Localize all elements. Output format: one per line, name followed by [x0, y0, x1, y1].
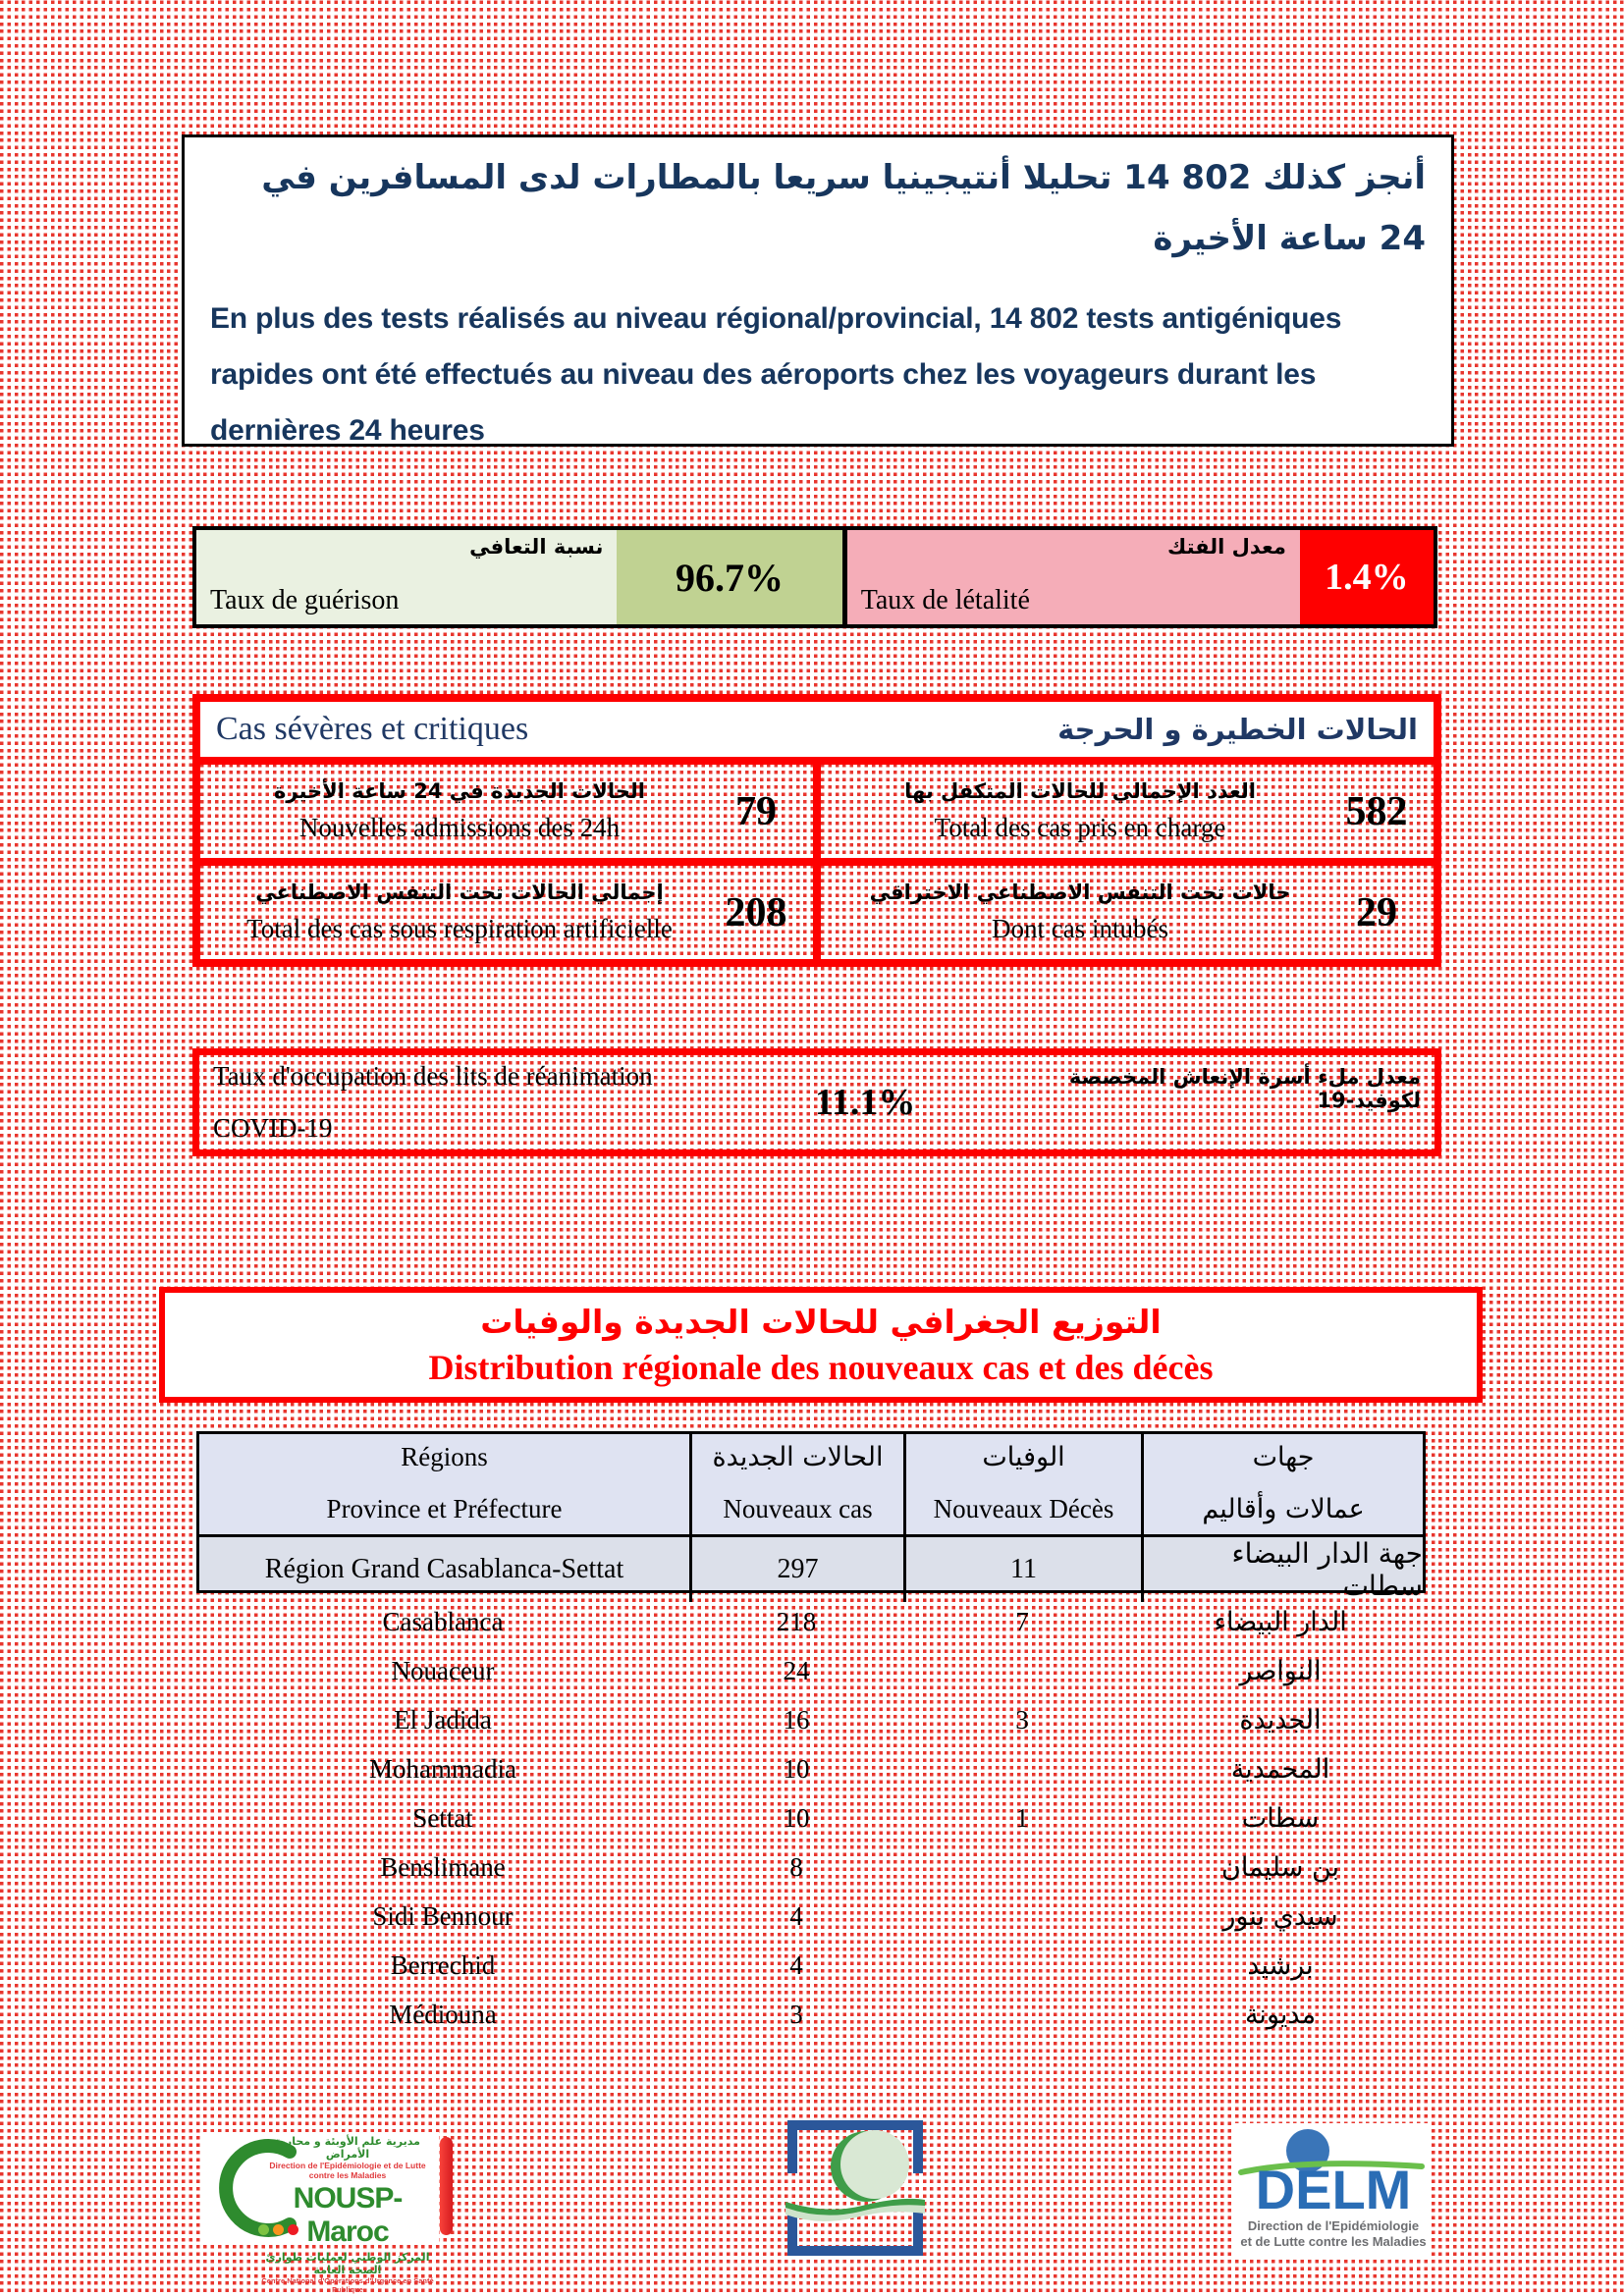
intubated-cases-value: 29	[1356, 889, 1397, 935]
table-row	[196, 1695, 1426, 1744]
province-rows	[196, 1597, 1426, 2039]
new-cases-value: 24	[783, 1655, 810, 1685]
header-new-cases-french: Nouveaux cas	[723, 1494, 873, 1523]
ventilated-cases-french: Total des cas sous respiration artificielle	[246, 914, 673, 943]
nousp-name: NOUSP-Maroc	[293, 2182, 403, 2248]
province-name: Nouaceur	[391, 1655, 495, 1685]
province-name-arabic: النواصر	[1239, 1655, 1322, 1686]
nousp-red-bar	[440, 2137, 453, 2235]
province-name-arabic: الجديدة	[1239, 1704, 1322, 1735]
province-name-arabic: برشيد	[1247, 1949, 1314, 1981]
header-new-cases-arabic: الحالات الجديدة	[712, 1442, 884, 1472]
new-deaths-value: 3	[1015, 1704, 1029, 1735]
fatality-rate-value: 1.4%	[1300, 530, 1434, 624]
delm-name: DELM	[1255, 2159, 1412, 2220]
nousp-dots-icon	[258, 2224, 298, 2235]
airport-tests-note-french: En plus des tests réalisés au niveau régional/provincial, 14 802 tests antigéniques rapides ont été effectués au niveau des aéroports chez les voyageurs durant les dernières 24 heures	[210, 302, 1342, 447]
header-regions-arabic-line1: جهات	[1252, 1442, 1315, 1472]
intubated-cases-arabic: حالات تحت التنفس الاصطناعي الاختراقي	[869, 881, 1291, 904]
province-name-arabic: بن سليمان	[1220, 1851, 1340, 1883]
distribution-title-french: Distribution régionale des nouveaux cas et des décès	[428, 1347, 1214, 1387]
new-deaths-value: 7	[1015, 1606, 1029, 1636]
region-total-row	[196, 1537, 1426, 1602]
recovery-rate-value: 96.7%	[617, 530, 841, 624]
intubated-cases-cell	[821, 866, 1434, 959]
severe-critical-title-arabic: الحالات الخطيرة و الحرجة	[1057, 713, 1418, 746]
header-regions-line1: Régions	[401, 1442, 488, 1471]
severe-critical-header	[200, 702, 1434, 757]
icu-occupancy-box	[192, 1048, 1441, 1156]
province-name-arabic: مديونة	[1244, 1999, 1317, 2030]
new-cases-value: 16	[783, 1704, 810, 1735]
province-name: Settat	[412, 1802, 473, 1833]
table-row	[196, 1941, 1426, 1990]
table-row	[196, 1842, 1426, 1892]
severe-critical-grid	[200, 765, 1434, 959]
province-name: Casablanca	[382, 1606, 504, 1636]
region-name: Région Grand Casablanca-Settat	[199, 1537, 692, 1602]
table-row	[196, 1793, 1426, 1842]
new-cases-value: 10	[783, 1753, 810, 1784]
severe-critical-section	[192, 694, 1441, 967]
province-name: Benslimane	[380, 1851, 506, 1882]
table-row	[196, 1744, 1426, 1793]
nousp-french-top: Direction de l'Epidémiologie et de Lutte contre les Maladies	[269, 2161, 426, 2180]
new-admissions-value: 79	[735, 788, 777, 834]
table-row	[196, 1646, 1426, 1695]
new-admissions-french: Nouvelles admissions des 24h	[298, 813, 621, 842]
province-name: El Jadida	[394, 1704, 492, 1735]
distribution-title-arabic: التوزيع الجغرافي للحالات الجديدة والوفيات	[480, 1302, 1162, 1341]
total-cases-in-charge-value: 582	[1345, 788, 1408, 834]
header-new-deaths-arabic: الوفيات	[982, 1442, 1065, 1472]
delm-logo	[1235, 2123, 1432, 2256]
province-name: Berrechid	[390, 1949, 496, 1980]
province-name-arabic: الدار البيضاء	[1214, 1606, 1347, 1637]
new-deaths-value	[903, 1990, 1141, 2039]
new-cases-value: 10	[783, 1802, 810, 1833]
recovery-rate-label-arabic: نسبة التعافي	[469, 535, 604, 559]
severe-critical-title-french: Cas sévères et critiques	[216, 711, 529, 747]
distribution-title-box	[159, 1287, 1483, 1403]
new-admissions-arabic: الحالات الجديدة في 24 ساعة الأخيرة	[273, 779, 646, 803]
header-new-deaths	[906, 1434, 1144, 1534]
icu-occupancy-label-line2: COVID-19	[213, 1113, 333, 1143]
airport-tests-note-arabic: أنجز كذلك ⁦14 802⁩ تحليلا أنتيجينيا سريعا بالمطارات لدى المسافرين في 24 ساعة الأخيرة	[261, 158, 1426, 258]
new-admissions-cell	[200, 765, 813, 858]
regions-table	[196, 1431, 1426, 2039]
total-cases-in-charge-arabic: العدد الإجمالي للحالات المتكفل بها	[904, 779, 1256, 803]
recovery-rate-label-cell	[196, 530, 617, 624]
new-cases-value: 218	[776, 1606, 817, 1636]
new-cases-value: 8	[789, 1851, 803, 1882]
province-name-arabic: سيدي بنور	[1222, 1900, 1338, 1932]
airport-tests-note	[182, 134, 1454, 447]
fatality-rate-label-french: Taux de létalité	[860, 585, 1030, 615]
recovery-rate-label-french: Taux de guérison	[210, 585, 400, 615]
province-name: Médiouna	[389, 1999, 497, 2029]
new-cases-value: 4	[789, 1900, 803, 1931]
nousp-logo	[203, 2132, 453, 2294]
header-regions-arabic-line2: عمالات وأقاليم	[1202, 1494, 1365, 1524]
header-new-cases	[692, 1434, 906, 1534]
ventilated-cases-value: 208	[725, 889, 787, 935]
province-name: Mohammadia	[369, 1753, 516, 1784]
nousp-arabic-top: مديرية علم الأوبئة و محاربة الأمراض	[275, 2135, 420, 2161]
ventilated-cases-arabic: إجمالي الحالات تحت التنفس الاصطناعي	[255, 881, 664, 904]
region-new-deaths: 11	[906, 1537, 1144, 1602]
header-new-deaths-french: Nouveaux Décès	[933, 1494, 1114, 1523]
new-deaths-value	[903, 1941, 1141, 1990]
nousp-french-bottom: Centre National d'Opérations d'Urgence en Santé Publique	[261, 2276, 434, 2294]
table-row	[196, 1892, 1426, 1941]
new-cases-value: 4	[789, 1949, 803, 1980]
total-cases-in-charge-cell	[821, 765, 1434, 858]
fatality-rate-label-arabic: معدل الفتك	[1167, 535, 1286, 559]
new-deaths-value	[903, 1744, 1141, 1793]
new-deaths-value	[903, 1892, 1141, 1941]
province-name: Sidi Bennour	[372, 1900, 514, 1931]
province-name-arabic: سطات	[1241, 1802, 1320, 1834]
province-name-arabic: المحمدية	[1230, 1753, 1330, 1785]
delm-subtitle-line1: Direction de l'Epidémiologie	[1247, 2218, 1420, 2233]
new-deaths-value	[903, 1842, 1141, 1892]
regions-table-header	[196, 1431, 1426, 1537]
header-regions-arabic	[1144, 1434, 1423, 1534]
table-row	[196, 1990, 1426, 2039]
region-name-arabic: جهة الدار البيضاء سطات	[1231, 1537, 1423, 1602]
new-cases-value: 3	[789, 1999, 803, 2029]
ministry-of-health-logo	[784, 2116, 927, 2260]
header-regions-line2: Province et Préfecture	[326, 1494, 563, 1523]
region-new-cases: 297	[692, 1537, 906, 1602]
icu-occupancy-value: 11.1%	[815, 1082, 916, 1123]
table-row	[196, 1597, 1426, 1646]
delm-subtitle-line2: et de Lutte contre les Maladies	[1240, 2234, 1427, 2249]
ventilated-cases-cell	[200, 866, 813, 959]
icu-occupancy-label-line1: Taux d'occupation des lits de réanimation	[213, 1061, 653, 1091]
intubated-cases-french: Dont cas intubés	[992, 914, 1168, 943]
new-deaths-value	[903, 1646, 1141, 1695]
new-deaths-value: 1	[1015, 1802, 1029, 1833]
fatality-rate-label-cell	[847, 530, 1300, 624]
header-regions	[199, 1434, 692, 1534]
nousp-arabic-bottom: المركز الوطني لعمليات طوارئ الصحة العامة	[265, 2251, 430, 2276]
icu-occupancy-label-arabic: معدل ملء أسرة الإنعاش المخصصة لكوفيد-19	[1068, 1065, 1421, 1112]
total-cases-in-charge-french: Total des cas pris en charge	[934, 813, 1226, 842]
rates-row	[192, 526, 1437, 628]
